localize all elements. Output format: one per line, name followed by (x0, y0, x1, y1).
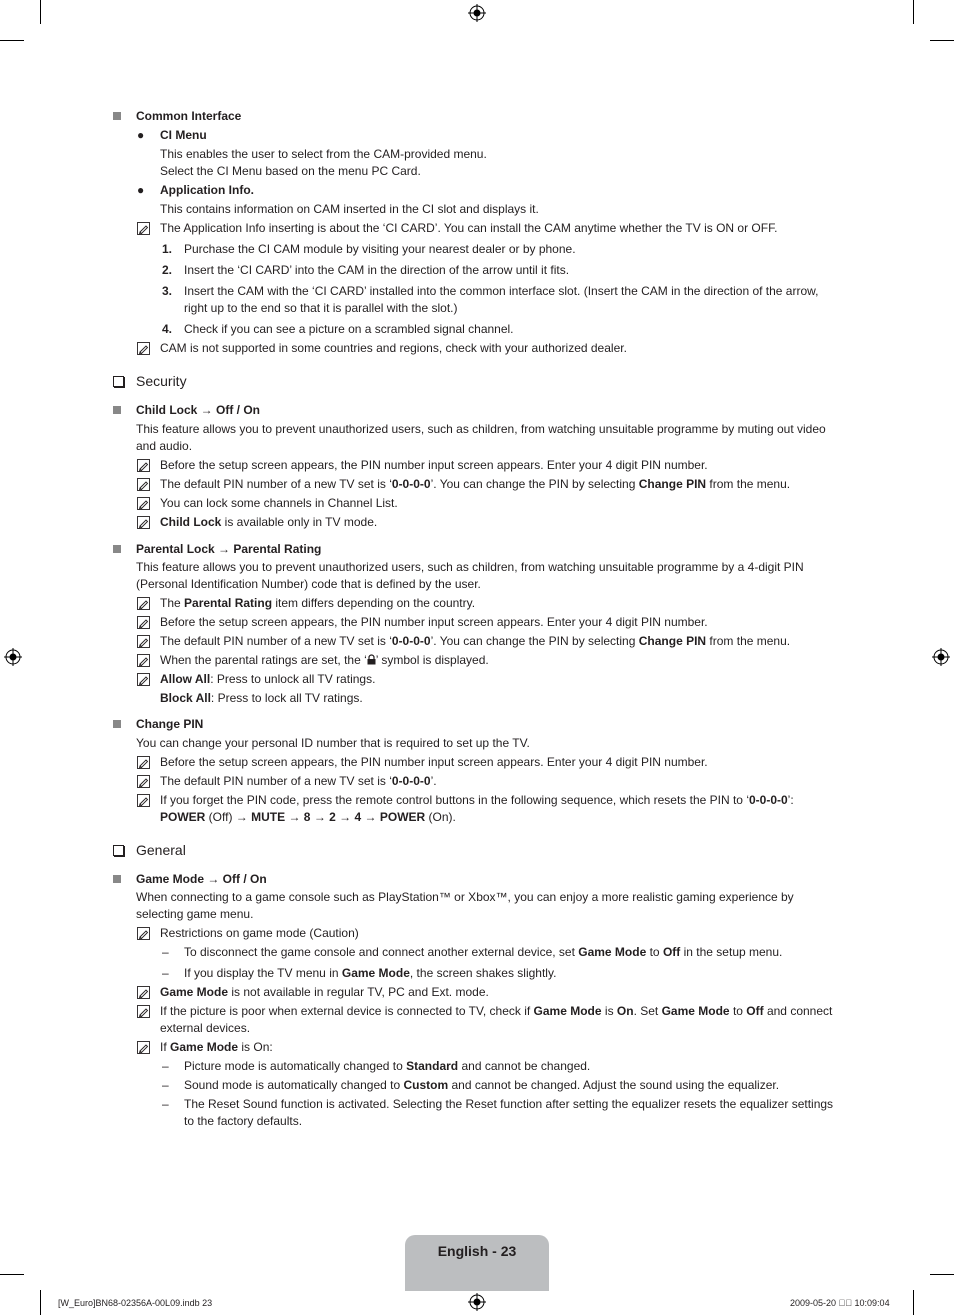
step-item: 2. Insert the ‘CI CARD’ into the CAM in the direction of the arrow until it fits. (162, 263, 570, 277)
child-lock-desc: This feature allows you to prevent unauthorized users, such as children, from watching unsuitable programme by muting out video and audio. (136, 422, 826, 453)
step-item: 3. Insert the CAM with the ‘CI CARD’ installed into the common interface slot. (Insert the CAM in the direction of the arrow, right up to the end so that it is parallel with the slot.) (162, 284, 819, 315)
print-slug-right: 2009-05-20 ￿￿ 10:09:04 (790, 1298, 890, 1308)
crop-mark (913, 0, 914, 24)
registration-mark-icon (932, 648, 950, 666)
manual-content (113, 108, 841, 1130)
note: The Application Info inserting is about the ‘CI CARD’. You can install the CAM anytime whether the TV is ON or OFF. (113, 220, 841, 237)
registration-mark-icon (468, 4, 486, 22)
note-icon (137, 459, 150, 472)
dash-item: – If you display the TV menu in Game Mode, the screen shakes slightly. (162, 966, 557, 980)
note: When the parental ratings are set, the ‘ ’ symbol is displayed. (113, 652, 841, 669)
crop-mark (930, 1274, 954, 1275)
checkbox-square-icon (113, 376, 124, 387)
note: Before the setup screen appears, the PIN number input screen appears. Enter your 4 digit PIN number. (113, 457, 841, 474)
section-title-security: Security (113, 373, 841, 390)
change-pin-heading: Change PIN (113, 716, 841, 733)
note: The default PIN number of a new TV set is ‘0-0-0-0’. You can change the PIN by selecting Change PIN from the menu. (113, 633, 841, 650)
app-info-title: ● Application Info. (137, 183, 254, 197)
note: Restrictions on game mode (Caution) (113, 925, 841, 942)
note: Allow All: Press to unlock all TV ratings. (113, 671, 841, 688)
crop-mark (913, 1290, 914, 1315)
dash-item: – Sound mode is automatically changed to Custom and cannot be changed. Adjust the sound using the equalizer. (162, 1078, 780, 1092)
note-icon (137, 616, 150, 629)
lock-icon (367, 654, 376, 665)
note: You can lock some channels in Channel List. (113, 495, 841, 512)
child-lock-heading: Child Lock → Off / On (113, 402, 841, 419)
step-item: 4. Check if you can see a picture on a scrambled signal channel. (162, 322, 514, 336)
note-icon (137, 654, 150, 667)
note-icon (137, 516, 150, 529)
note: If the picture is poor when external device is connected to TV, check if Game Mode is On. Set Game Mode to Off and connect external devices. (113, 1003, 841, 1037)
ci-menu-line: This enables the user to select from the CAM-provided menu. (160, 147, 487, 161)
crop-mark (40, 1290, 41, 1315)
note: CAM is not supported in some countries and regions, check with your authorized dealer. (113, 340, 841, 357)
note-icon (137, 478, 150, 491)
note-icon (137, 1041, 150, 1054)
page-number-tab (405, 1235, 549, 1291)
ci-menu-title: ● CI Menu (137, 128, 207, 142)
change-pin-desc: You can change your personal ID number that is required to set up the TV. (136, 736, 530, 750)
note: Child Lock is available only in TV mode. (113, 514, 841, 531)
block-all-line: Block All: Press to lock all TV ratings. (160, 691, 363, 705)
crop-mark (930, 40, 954, 41)
note-icon (137, 775, 150, 788)
note: Before the setup screen appears, the PIN number input screen appears. Enter your 4 digit PIN number. (113, 754, 841, 771)
page-number: English - 23 (437, 1243, 517, 1259)
note-icon (137, 756, 150, 769)
checkbox-square-icon (113, 845, 124, 856)
section-title-general: General (113, 842, 841, 859)
crop-mark (0, 1274, 24, 1275)
note-icon (137, 986, 150, 999)
note-icon (137, 673, 150, 686)
note-icon (137, 1005, 150, 1018)
common-interface-heading: Common Interface (113, 108, 841, 125)
registration-mark-icon (4, 648, 22, 666)
note-icon (137, 342, 150, 355)
dash-item: – Picture mode is automatically changed to Standard and cannot be changed. (162, 1059, 591, 1073)
game-mode-heading: Game Mode → Off / On (113, 871, 841, 888)
ci-menu-line: Select the CI Menu based on the menu PC Card. (160, 164, 421, 178)
note: If Game Mode is On: (113, 1039, 841, 1056)
note: The default PIN number of a new TV set is ‘0-0-0-0’. (113, 773, 841, 790)
print-slug-left: [W_Euro]BN68-02356A-00L09.indb 23 (58, 1298, 213, 1308)
app-info-line: This contains information on CAM inserted in the CI slot and displays it. (160, 202, 539, 216)
note: The default PIN number of a new TV set is ‘0-0-0-0’. You can change the PIN by selecting Change PIN from the menu. (113, 476, 841, 493)
crop-mark (40, 0, 41, 24)
parental-lock-desc: This feature allows you to prevent unauthorized users, such as children, from watching unsuitable programme by a 4-digit PIN (Personal Identification Number) code that is defined by the user. (136, 560, 804, 591)
note-icon (137, 597, 150, 610)
parental-lock-heading: Parental Lock → Parental Rating (113, 541, 841, 558)
note: The Parental Rating item differs depending on the country. (113, 595, 841, 612)
note-icon (137, 927, 150, 940)
note-icon (137, 635, 150, 648)
registration-mark-icon (468, 1293, 486, 1311)
dash-item: – The Reset Sound function is activated. Selecting the Reset function after setting the equalizer resets the equalizer settings to the factory defaults. (162, 1097, 834, 1128)
note-icon (137, 794, 150, 807)
note-icon (137, 222, 150, 235)
note: Game Mode is not available in regular TV, PC and Ext. mode. (113, 984, 841, 1001)
note-icon (137, 497, 150, 510)
note: If you forget the PIN code, press the remote control buttons in the following sequence, which resets the PIN to ‘0-0-0-0’: POWER (Off) → MUTE → 8 → 2 → 4 → POWER (On). (113, 792, 841, 826)
crop-mark (0, 40, 24, 41)
game-mode-desc: When connecting to a game console such as PlayStation™ or Xbox™, you can enjoy a more realistic gaming experience by selecting game menu. (136, 890, 794, 921)
step-item: 1. Purchase the CI CAM module by visiting your nearest dealer or by phone. (162, 242, 576, 256)
dash-item: – To disconnect the game console and connect another external device, set Game Mode to Off in the setup menu. (162, 945, 783, 959)
note: Before the setup screen appears, the PIN number input screen appears. Enter your 4 digit PIN number. (113, 614, 841, 631)
